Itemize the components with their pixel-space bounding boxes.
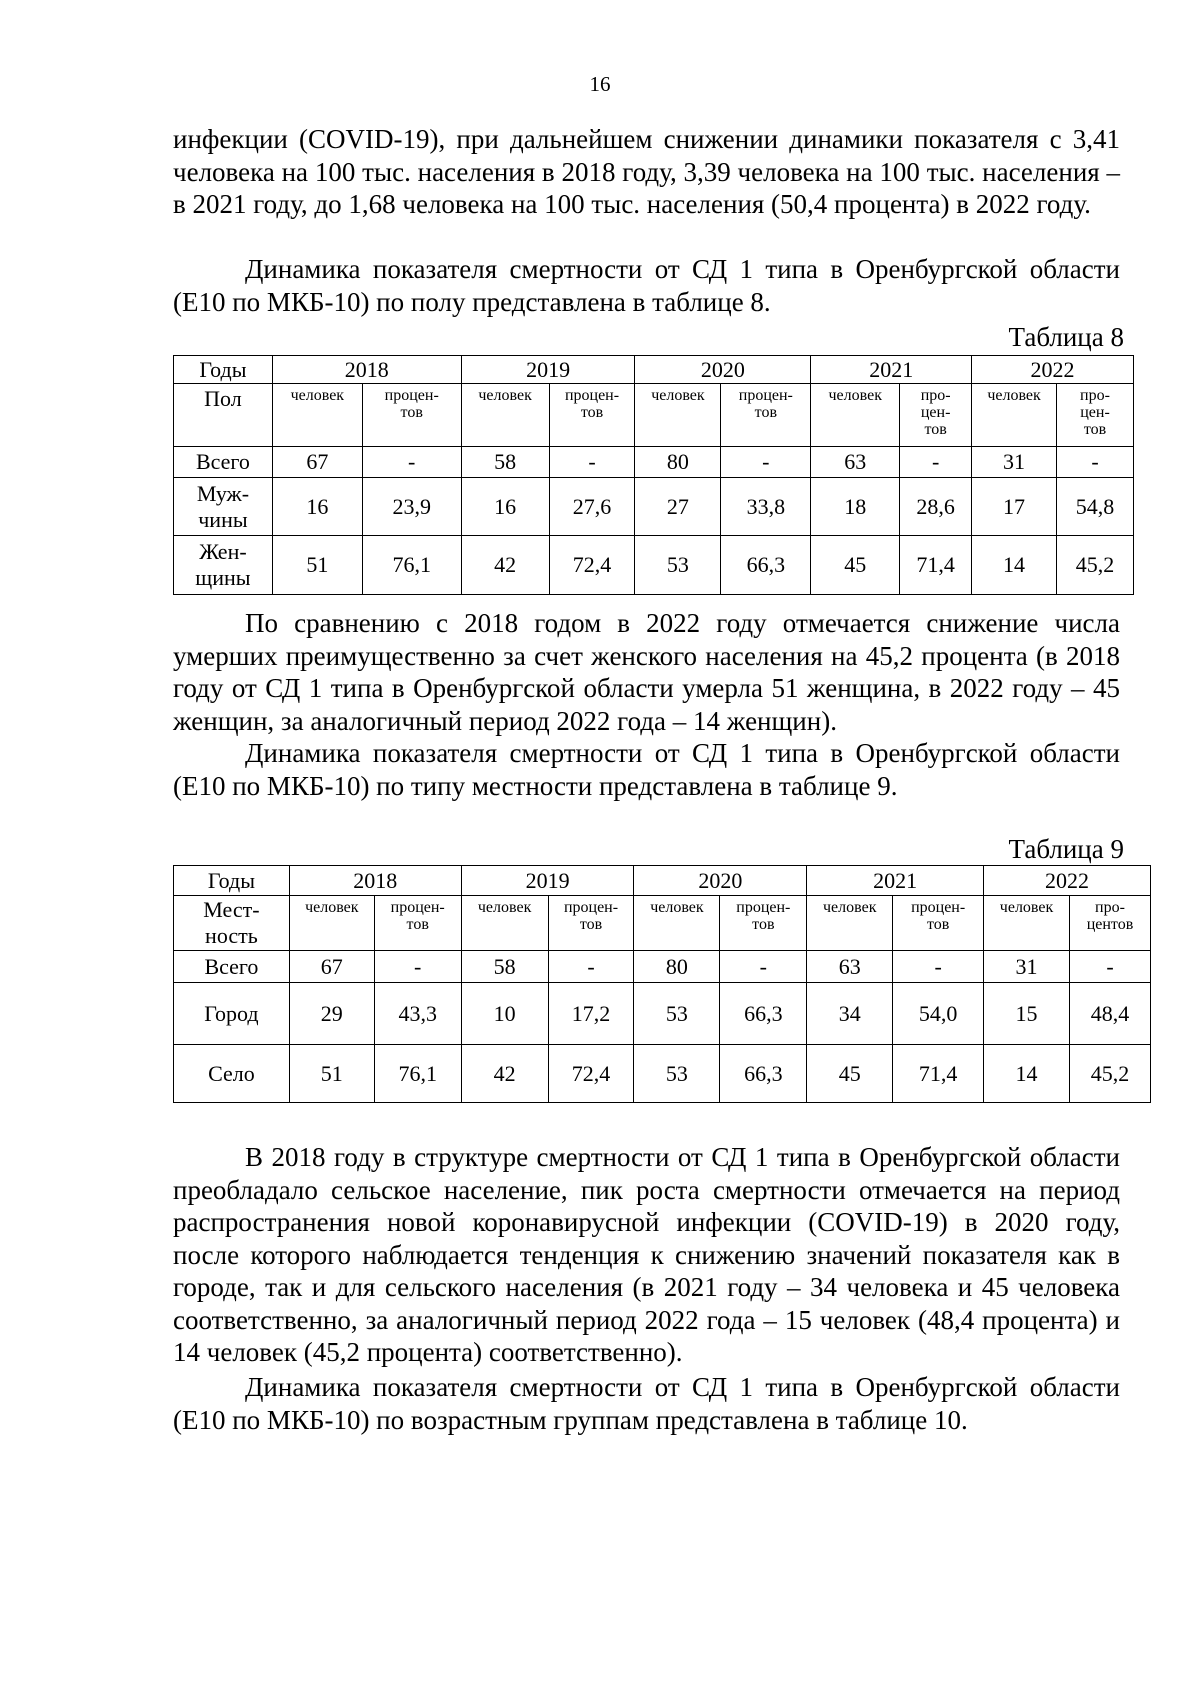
table8-cell: 16: [272, 478, 362, 536]
table8-cell: 76,1: [362, 536, 461, 595]
table9-year: 2022: [984, 866, 1151, 896]
table9-cell: 72,4: [548, 1045, 634, 1103]
table9-corner-locality: Мест- ность: [174, 896, 290, 951]
table8-cell: 18: [811, 478, 900, 536]
table8-row-total: [174, 447, 1134, 478]
table8-subheader: человек: [635, 384, 721, 447]
table9-subheader: процен- тов: [720, 896, 807, 951]
table8-subheader: про- цен- тов: [900, 384, 972, 447]
table9-subheader-row: [174, 896, 1151, 951]
table9-subheader: человек: [461, 896, 548, 951]
table9-subheader: процен- тов: [374, 896, 461, 951]
table8-cell: 23,9: [362, 478, 461, 536]
table9-subheader: про- центов: [1069, 896, 1150, 951]
table9-year: 2018: [289, 866, 461, 896]
paragraph-table10-intro: Динамика показателя смертности от СД 1 типа в Оренбургской области (E10 по МКБ-10) по возрастным группам представлена в таблице 10.: [173, 1372, 1120, 1435]
table9-cell: 45: [807, 1045, 893, 1103]
table9-subheader: процен- тов: [893, 896, 984, 951]
table8-subheader: процен- тов: [721, 384, 811, 447]
paragraph-table8-intro: Динамика показателя смертности от СД 1 типа в Оренбургской области (E10 по МКБ-10) по полу представлена в таблице 8.: [173, 254, 1120, 317]
table8-cell: -: [549, 447, 635, 478]
table9-row-village: [174, 1045, 1151, 1103]
table8-row-label: Жен- щины: [174, 536, 273, 595]
table8-cell: 27,6: [549, 478, 635, 536]
table9-cell: 51: [289, 1045, 374, 1103]
table8-subheader: человек: [811, 384, 900, 447]
paragraph-table9-intro: Динамика показателя смертности от СД 1 типа в Оренбургской области (E10 по МКБ-10) по типу местности представлена в таблице 9.: [173, 738, 1120, 801]
table9-cell: 14: [984, 1045, 1070, 1103]
table9-row-label: Всего: [174, 951, 290, 983]
table8-subheader: про- цен- тов: [1057, 384, 1134, 447]
table9-cell: 10: [461, 983, 548, 1045]
table8-cell: -: [362, 447, 461, 478]
table8-year-row: [174, 356, 1134, 384]
table8-subheader: процен- тов: [362, 384, 461, 447]
table9-subheader: человек: [807, 896, 893, 951]
table9-cell: 54,0: [893, 983, 984, 1045]
table8-cell: 51: [272, 536, 362, 595]
table9-cell: -: [548, 951, 634, 983]
paragraph-sex-comparison: По сравнению с 2018 годом в 2022 году отмечается снижение числа умерших преимущественно за счет женского населения на 45,2 процента (в 2018 году от СД 1 типа в Оренбургской области умерла 51 женщина, в 2022 году – 45 женщин, за аналогичный период 2022 года – 14 женщин).: [173, 608, 1120, 736]
table8-cell: 17: [972, 478, 1057, 536]
table9-cell: 31: [984, 951, 1070, 983]
table9-row-label: Город: [174, 983, 290, 1045]
table-8: [173, 355, 1134, 595]
table8-year: 2021: [811, 356, 972, 384]
table9-cell: 58: [461, 951, 548, 983]
table8-year: 2022: [972, 356, 1134, 384]
table9-cell: 80: [634, 951, 720, 983]
table9-cell: -: [1069, 951, 1150, 983]
paragraph-locality-analysis: В 2018 году в структуре смертности от СД 1 типа в Оренбургской области преобладало сельское население, пик роста смертности отмечается на период распространения новой коронавирусной инфекции (COVID-19) в 2020 году, после которого наблюдается тенденция к снижению значений показателя как в городе, так и для сельского населения (в 2021 году – 34 человека и 45 человека соответственно, за аналогичный период 2022 года – 15 человек (48,4 процента) и 14 человек (45,2 процента) соответственно).: [173, 1142, 1120, 1367]
table8-cell: 58: [461, 447, 549, 478]
table9-cell: 76,1: [374, 1045, 461, 1103]
table9-row-city: [174, 983, 1151, 1045]
table9-cell: -: [374, 951, 461, 983]
table9-cell: -: [720, 951, 807, 983]
table8-cell: 71,4: [900, 536, 972, 595]
table9-cell: 66,3: [720, 983, 807, 1045]
table9-cell: 53: [634, 983, 720, 1045]
table8-cell: 33,8: [721, 478, 811, 536]
table9-subheader: человек: [984, 896, 1070, 951]
table9-caption: Таблица 9: [1008, 834, 1124, 864]
table9-cell: 45,2: [1069, 1045, 1150, 1103]
table8-cell: 80: [635, 447, 721, 478]
table8-cell: -: [1057, 447, 1134, 478]
table9-cell: 42: [461, 1045, 548, 1103]
table8-cell: -: [721, 447, 811, 478]
table9-year: 2021: [807, 866, 984, 896]
table8-cell: -: [900, 447, 972, 478]
table8-cell: 14: [972, 536, 1057, 595]
page-number: 16: [589, 72, 611, 96]
table9-row-label: Село: [174, 1045, 290, 1103]
table8-cell: 72,4: [549, 536, 635, 595]
table8-subheader: процен- тов: [549, 384, 635, 447]
table9-cell: 67: [289, 951, 374, 983]
table-9: [173, 865, 1151, 1103]
table8-year: 2019: [461, 356, 635, 384]
table9-cell: 43,3: [374, 983, 461, 1045]
table9-subheader: процен- тов: [548, 896, 634, 951]
table8-cell: 66,3: [721, 536, 811, 595]
table8-subheader: человек: [272, 384, 362, 447]
table9-cell: 17,2: [548, 983, 634, 1045]
table8-row-men: [174, 478, 1134, 536]
table9-cell: 15: [984, 983, 1070, 1045]
table9-subheader: человек: [289, 896, 374, 951]
table9-cell: 34: [807, 983, 893, 1045]
table8-subheader: человек: [461, 384, 549, 447]
table9-cell: 66,3: [720, 1045, 807, 1103]
table8-cell: 27: [635, 478, 721, 536]
table8-cell: 45: [811, 536, 900, 595]
table8-cell: 28,6: [900, 478, 972, 536]
table8-row-women: [174, 536, 1134, 595]
table8-cell: 67: [272, 447, 362, 478]
table8-cell: 42: [461, 536, 549, 595]
table8-year: 2020: [635, 356, 811, 384]
table8-corner-sex: Пол: [174, 384, 273, 447]
table8-year: 2018: [272, 356, 461, 384]
table9-cell: 53: [634, 1045, 720, 1103]
paragraph-covid-dynamics: инфекции (COVID-19), при дальнейшем снижении динамики показателя с 3,41 человека на 100 тыс. населения в 2018 году, 3,39 человека на 100 тыс. населения – в 2021 году, до 1,68 человека на 100 тыс. населения (50,4 процента) в 2022 году.: [173, 124, 1120, 219]
table8-cell: 31: [972, 447, 1057, 478]
table8-cell: 54,8: [1057, 478, 1134, 536]
table9-subheader: человек: [634, 896, 720, 951]
table9-year-row: [174, 866, 1151, 896]
table8-caption: Таблица 8: [1008, 322, 1124, 352]
table8-cell: 63: [811, 447, 900, 478]
table9-cell: 71,4: [893, 1045, 984, 1103]
table9-corner-years: Годы: [174, 866, 290, 896]
table9-cell: 29: [289, 983, 374, 1045]
table8-corner-years: Годы: [174, 356, 273, 384]
table9-cell: -: [893, 951, 984, 983]
table9-row-total: [174, 951, 1151, 983]
table8-row-label: Всего: [174, 447, 273, 478]
table8-cell: 45,2: [1057, 536, 1134, 595]
table9-cell: 48,4: [1069, 983, 1150, 1045]
table8-cell: 16: [461, 478, 549, 536]
table8-subheader: человек: [972, 384, 1057, 447]
table8-cell: 53: [635, 536, 721, 595]
table9-year: 2019: [461, 866, 634, 896]
table8-row-label: Муж- чины: [174, 478, 273, 536]
table9-cell: 63: [807, 951, 893, 983]
table8-subheader-row: [174, 384, 1134, 447]
table9-year: 2020: [634, 866, 807, 896]
